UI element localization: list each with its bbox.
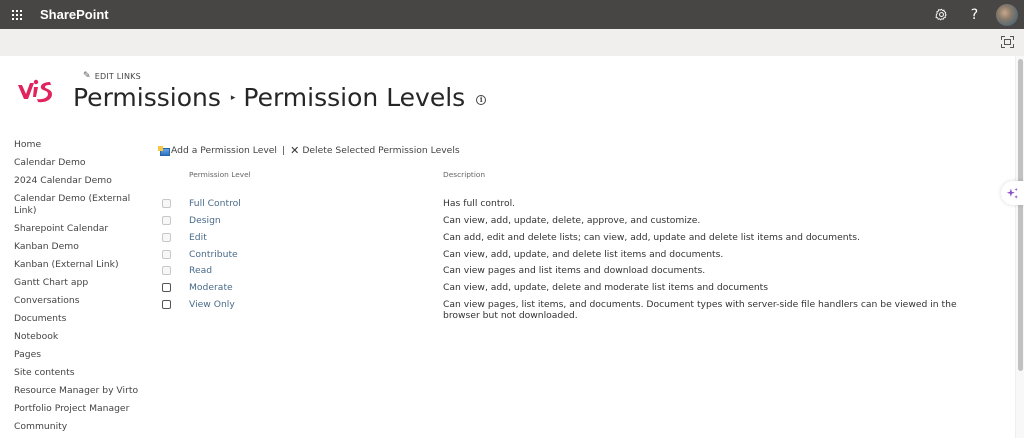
toolbar-separator: | xyxy=(281,145,286,156)
nav-item-sharepoint-calendar[interactable]: Sharepoint Calendar xyxy=(14,223,109,234)
scrollbar-thumb[interactable] xyxy=(1018,59,1023,371)
permission-description: Can view pages and list items and download documents. xyxy=(443,265,706,276)
site-logo[interactable] xyxy=(17,79,53,103)
nav-item-community[interactable]: Community xyxy=(14,421,68,432)
nav-item-home[interactable]: Home xyxy=(14,139,42,150)
permission-toolbar xyxy=(158,144,460,157)
pencil-icon: ✎ xyxy=(83,71,91,81)
permission-level-link[interactable]: Read xyxy=(189,265,213,276)
info-icon[interactable]: i xyxy=(476,95,486,105)
focus-mode-icon[interactable] xyxy=(1001,36,1014,48)
help-icon: ? xyxy=(970,6,979,23)
nav-item-gantt-chart-app[interactable]: Gantt Chart app xyxy=(14,277,89,288)
nav-item-documents[interactable]: Documents xyxy=(14,313,67,324)
nav-item-calendar-demo[interactable]: Calendar Demo xyxy=(14,157,86,168)
nav-item-pages[interactable]: Pages xyxy=(14,349,42,360)
copilot-button[interactable] xyxy=(1001,181,1024,205)
permission-level-link[interactable]: View Only xyxy=(189,299,235,310)
column-header-permission-level: Permission Level xyxy=(189,170,251,179)
permission-description: Can view pages, list items, and documents. Document types with server-side file handlers can be viewed in the browser but not downloaded. xyxy=(443,299,957,321)
edit-links-label: EDIT LINKS xyxy=(94,71,141,81)
row-checkbox[interactable] xyxy=(162,283,171,292)
table-row xyxy=(0,213,1000,230)
row-checkbox[interactable] xyxy=(162,300,171,309)
permission-level-link[interactable]: Contribute xyxy=(189,249,238,260)
edit-links-button[interactable] xyxy=(83,71,141,81)
sparkle-icon xyxy=(1006,187,1019,200)
permission-description: Has full control. xyxy=(443,198,516,209)
permission-level-link[interactable]: Full Control xyxy=(189,198,241,209)
delete-selected-button[interactable]: Delete Selected Permission Levels xyxy=(302,145,460,156)
settings-button[interactable] xyxy=(925,0,958,29)
add-permission-level-button[interactable]: Add a Permission Level xyxy=(171,145,277,156)
vertical-scrollbar[interactable] xyxy=(1015,56,1024,438)
help-button[interactable] xyxy=(958,0,991,29)
brand-name[interactable]: SharePoint xyxy=(40,7,109,22)
permission-level-link[interactable]: Design xyxy=(189,215,221,226)
nav-item-kanban-external[interactable]: Kanban (External Link) xyxy=(14,259,119,270)
permission-level-link[interactable]: Moderate xyxy=(189,282,233,293)
permission-description: Can view, add, update, delete, approve, and customize. xyxy=(443,215,701,226)
permission-level-link[interactable]: Edit xyxy=(189,232,207,243)
nav-item-portfolio-project-manager[interactable]: Portfolio Project Manager xyxy=(14,403,130,414)
page-title xyxy=(73,83,486,112)
table-row xyxy=(0,297,1000,323)
table-row xyxy=(0,263,1000,280)
suite-bar xyxy=(0,0,1024,29)
nav-item-kanban-demo[interactable]: Kanban Demo xyxy=(14,241,79,252)
nav-item-conversations[interactable]: Conversations xyxy=(14,295,80,306)
breadcrumb-permissions[interactable]: Permissions xyxy=(73,83,221,112)
breadcrumb-separator-icon: ▸ xyxy=(230,92,236,103)
breadcrumb-permission-levels: Permission Levels xyxy=(243,83,466,112)
delete-icon: ✕ xyxy=(290,144,300,157)
nav-item-2024-calendar-demo[interactable]: 2024 Calendar Demo xyxy=(14,175,112,186)
nav-item-resource-manager[interactable]: Resource Manager by Virto xyxy=(14,385,139,396)
gear-icon xyxy=(935,8,948,21)
permission-description: Can view, add, update, and delete list items and documents. xyxy=(443,249,724,260)
add-permission-level-icon xyxy=(158,146,170,156)
user-avatar[interactable] xyxy=(996,4,1018,26)
app-launcher-button[interactable] xyxy=(1,0,33,29)
nav-item-notebook[interactable]: Notebook xyxy=(14,331,59,342)
table-row xyxy=(0,230,1000,247)
row-checkbox xyxy=(162,250,171,259)
row-checkbox xyxy=(162,233,171,242)
permission-description: Can view, add, update, delete and moderate list items and documents xyxy=(443,282,769,293)
waffle-icon xyxy=(12,10,22,20)
row-checkbox xyxy=(162,199,171,208)
permission-description: Can add, edit and delete lists; can view, add, update and delete list items and documents. xyxy=(443,232,860,243)
nav-item-calendar-demo-external[interactable]: Calendar Demo (External Link) xyxy=(14,193,131,216)
column-header-description: Description xyxy=(443,170,486,179)
table-row xyxy=(0,247,1000,264)
table-row xyxy=(0,196,1000,213)
table-row xyxy=(0,280,1000,297)
row-checkbox xyxy=(162,266,171,275)
command-bar xyxy=(0,29,1024,56)
nav-item-site-contents[interactable]: Site contents xyxy=(14,367,75,378)
row-checkbox xyxy=(162,216,171,225)
